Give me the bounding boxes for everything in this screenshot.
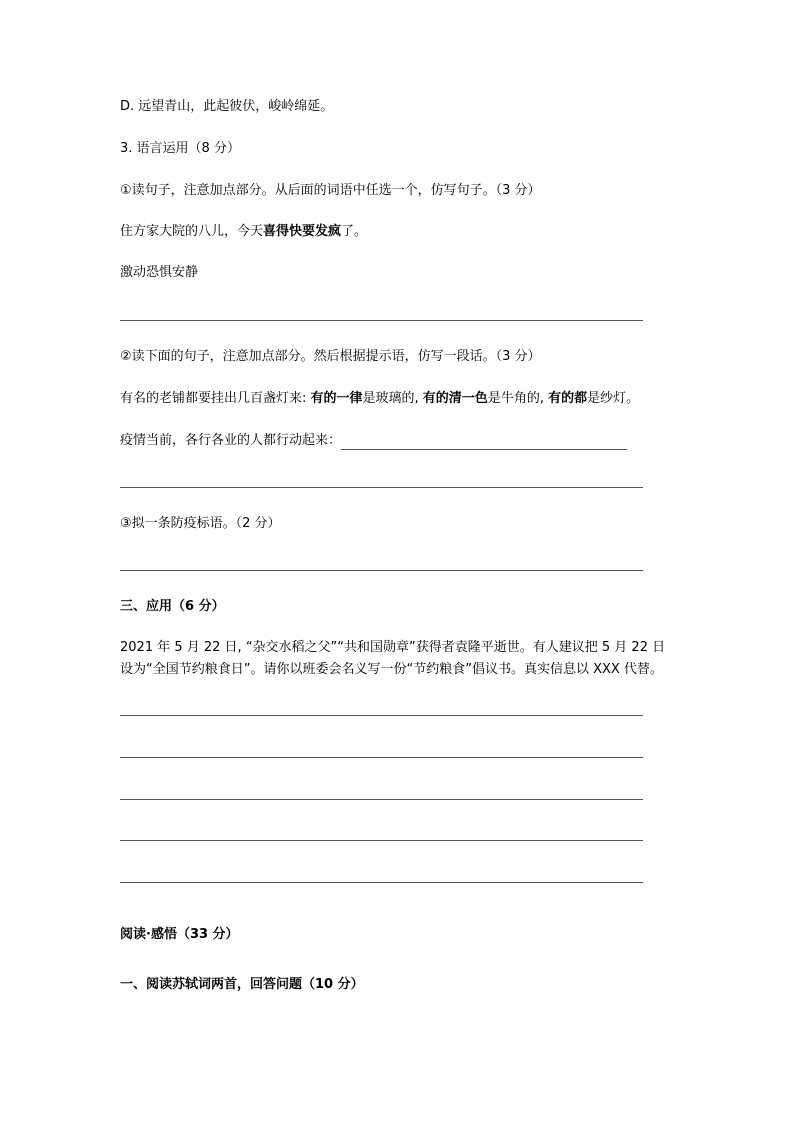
q3-1-sentence <box>120 223 367 241</box>
reading-subheading: 一、阅读苏轼词两首，回答问题（10 分） <box>120 977 364 992</box>
emphasized-text: 有的一律 <box>310 391 363 406</box>
section-3-prompt-line-1: 2021 年 5 月 22 日, “杂交水稻之父”“共和国勋章”获得者袁隆平逝世。有人建议把 5 月 22 日 <box>120 640 666 655</box>
answer-line[interactable] <box>120 487 643 488</box>
emphasized-text: 有的都 <box>548 391 588 406</box>
section-3-heading: 三、应用（6 分） <box>120 599 225 614</box>
q3-1-word-options: 激动恐惧安静 <box>120 265 199 280</box>
prompt-text: 疫情当前，各行各业的人都行动起来： <box>120 433 342 448</box>
answer-line[interactable] <box>120 715 643 716</box>
answer-line[interactable] <box>120 570 643 571</box>
q3-3-instruction: ③拟一条防疫标语。（2 分） <box>120 516 281 531</box>
q3-2-example-sentence <box>120 390 639 408</box>
emphasized-text: 有的清一色 <box>422 391 488 406</box>
answer-line[interactable] <box>120 882 643 883</box>
sentence-text: 住方家大院的八儿，今天 <box>120 224 264 239</box>
answer-line[interactable] <box>120 799 643 800</box>
answer-line[interactable] <box>120 320 643 321</box>
fill-in-blank[interactable] <box>341 435 627 450</box>
reading-heading: 阅读·感悟（33 分） <box>120 927 239 942</box>
emphasized-text: 喜得快要发疯 <box>263 224 342 239</box>
q3-2-prompt <box>120 432 627 450</box>
q3-1-instruction: ①读句子，注意加点部分。从后面的词语中任选一个，仿写句子。（3 分） <box>120 183 541 198</box>
answer-line[interactable] <box>120 757 643 758</box>
option-d: D. 远望青山，此起彼伏，峻岭绵延。 <box>120 99 334 114</box>
sentence-text: 是纱灯。 <box>587 391 640 406</box>
sentence-text: 了。 <box>341 224 368 239</box>
sentence-text: 是牛角的, <box>487 391 549 406</box>
section-3-prompt-line-2: 设为“全国节约粮食日”。请你以班委会名义写一份“节约粮食”倡议书。真实信息以 XXX 代替。 <box>120 662 663 677</box>
q3-heading: 3. 语言运用（8 分） <box>120 141 240 156</box>
sentence-text: 是玻璃的, <box>362 391 423 406</box>
answer-line[interactable] <box>120 840 643 841</box>
q3-2-instruction: ②读下面的句子，注意加点部分。然后根据提示语，仿写一段话。（3 分） <box>120 349 541 364</box>
sentence-text: 有名的老铺都要挂出几百盏灯来: <box>120 391 311 406</box>
